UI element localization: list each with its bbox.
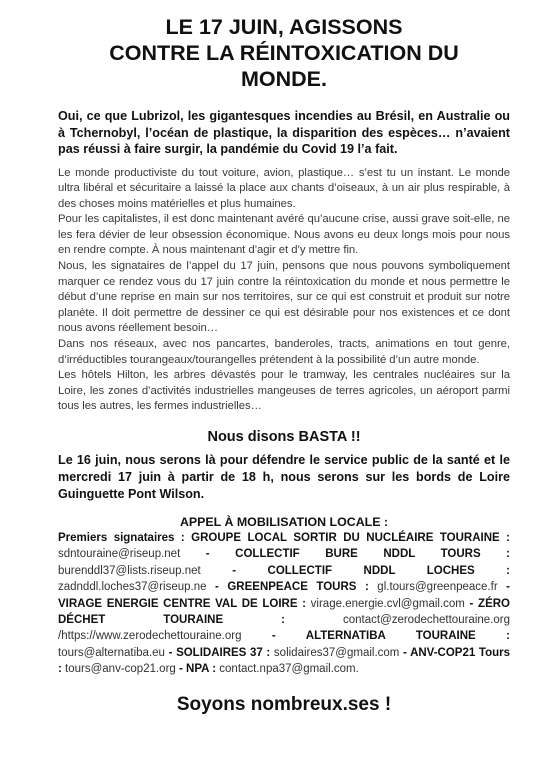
signatory-name: COLLECTIF NDDL LOCHES : xyxy=(267,564,510,577)
signatory-contact[interactable]: solidaires37@gmail.com xyxy=(273,646,400,659)
signatory-contact[interactable]: sdntouraine@riseup.net xyxy=(58,548,181,561)
signatory-name: VIRAGE ENERGIE CENTRE VAL DE LOIRE : xyxy=(58,597,306,610)
signatory-separator: - xyxy=(175,663,187,676)
body-paragraph: Pour les capitalistes, il est donc maintenant avéré qu’aucune crise, aussi grave soit-elle, ne les fera dévier de leur obsession économique. Nous avons eu deux longs mois pour nous en rendre compte. À nous maintenant d’agir et d’y mettre fin. xyxy=(58,213,510,257)
sessions-paragraph: Le 16 juin, nous serons là pour défendre le service public de la santé et le mercredi 17 juin à partir de 18 h, nous serons sur les bords de Loire Guinguette Pont Wilson. xyxy=(58,453,510,501)
signatory-separator: - xyxy=(399,646,411,659)
signatory-name: ANV-COP21 Tours : xyxy=(58,646,510,676)
signatory-separator: - xyxy=(464,597,479,610)
signatory-separator: - xyxy=(497,581,510,594)
signatories-block xyxy=(58,530,510,678)
body-text xyxy=(58,166,510,416)
closing-line: Soyons nombreux.ses ! xyxy=(176,693,392,715)
signatory-contact[interactable]: gl.tours@greenpeace.fr xyxy=(377,581,498,594)
signatory-contact[interactable]: burenddl37@lists.riseup.net xyxy=(58,564,201,577)
signatory-name: GROUPE LOCAL SORTIR DU NUCLÉAIRE TOURAINE : xyxy=(191,532,510,544)
signatory-separator: - xyxy=(164,646,177,659)
signatory-name: GREENPEACE TOURS : xyxy=(227,581,369,594)
body-paragraph: Le monde productiviste du tout voiture, avion, plastique… s’est tu un instant. Le monde ultra libéral et sécuritaire a laissé la place aux chants d’oiseaux, à un air plus respirable, à des choses moins matérielles et plus humaines. xyxy=(58,166,510,210)
body-paragraph: Les hôtels Hilton, les arbres dévastés pour le tramway, les centrales nucléaires sur la Loire, les zones d’activités industrielles mangeuses de terres agricoles, un aéroport parmi tous les autres, les fermes industrielles… xyxy=(58,369,510,413)
body-paragraph: Dans nos réseaux, avec nos pancartes, banderoles, tracts, animations en tout genre, d’irréductibles tourangeaux/tourangelles prétendent à la possibilité d’un autre monde. xyxy=(58,338,510,366)
signatory-contact[interactable]: contact@zerodechettouraine.org /https://www.zerodechettouraine.org xyxy=(58,614,510,643)
body-paragraph: Nous, les signataires de l’appel du 17 juin, pensons que nous pouvons symboliquement marquer ce rendez vous du 17 juin contre la réintoxication du monde et nous permettre le début d’une reprise en main sur nos territoires, sur ce qui est construit et produit sur notre planète. Il doit permettre de dessiner ce qui est désirable pour nos existences et ce dont nous avons réellement besoin… xyxy=(58,260,510,335)
signatory-separator: - xyxy=(200,564,268,577)
signatory-contact[interactable]: zadnddl.loches37@riseup.ne xyxy=(58,581,207,594)
title-line: MONDE. xyxy=(241,67,327,91)
signatory-contact[interactable]: virage.energie.cvl@gmail.com xyxy=(310,597,465,610)
signatory-name: COLLECTIF BURE NDDL TOURS : xyxy=(235,548,510,561)
signatory-name: NPA : xyxy=(186,663,217,676)
signatory-separator: - xyxy=(206,581,228,594)
title-line: LE 17 JUIN, AGISSONS xyxy=(165,15,403,39)
signatory-name: ALTERNATIBA TOURAINE : xyxy=(305,630,510,643)
signatory-name: ZÉRO DÉCHET TOURAINE : xyxy=(58,597,510,627)
signatory-separator: - xyxy=(180,548,236,561)
lead-paragraph: Oui, ce que Lubrizol, les gigantesques incendies au Brésil, en Australie ou à Tchernobyl, l’océan de plastique, la disparition des espèces… n’avaient pas réussi à faire surgir, la pandémie du Covid 19 l’a fait. xyxy=(58,109,510,156)
signatory-separator: - xyxy=(241,630,306,643)
title-line: CONTRE LA RÉINTOXICATION DU xyxy=(109,41,459,65)
basta-heading: Nous disons BASTA !! xyxy=(207,429,361,445)
appel-heading: APPEL À MOBILISATION LOCALE : xyxy=(179,515,389,529)
signatories-heading: Premiers signataires : xyxy=(58,532,185,544)
signatory-name: SOLIDAIRES 37 : xyxy=(176,646,271,659)
signatory-contact[interactable]: tours@anv-cop21.org xyxy=(65,663,176,676)
page-title xyxy=(58,14,510,92)
signatory-contact[interactable]: tours@alternatiba.eu xyxy=(58,646,165,659)
signatory-contact[interactable]: contact.npa37@gmail.com. xyxy=(219,663,359,676)
